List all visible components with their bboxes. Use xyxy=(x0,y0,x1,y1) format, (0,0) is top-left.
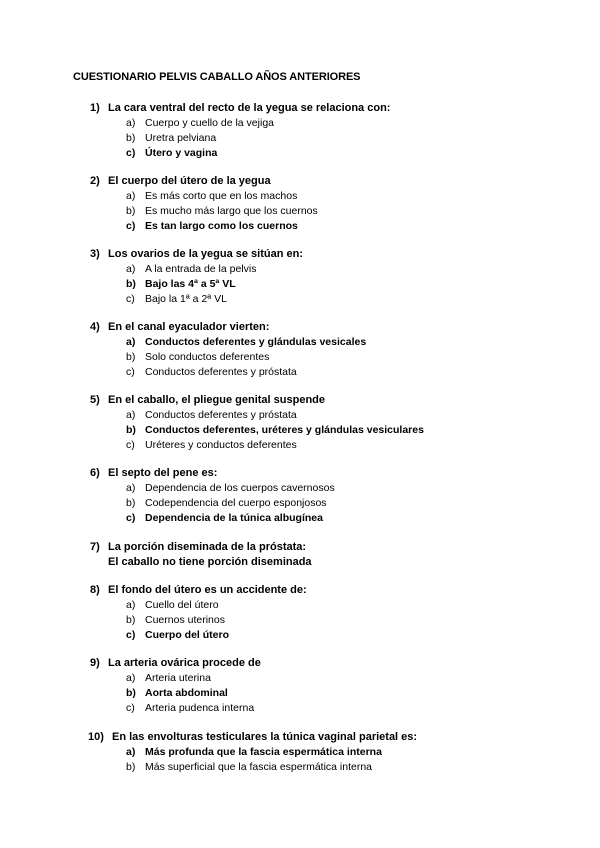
option-letter: b) xyxy=(126,132,136,144)
option-letter: a) xyxy=(126,599,136,611)
option-text: Conductos deferentes y próstata xyxy=(145,366,297,378)
answer-option xyxy=(0,116,600,131)
option-text: Uretra pelviana xyxy=(145,132,217,144)
question-number: 6) xyxy=(90,467,100,479)
option-text: Más profunda que la fascia espermática interna xyxy=(145,746,382,758)
option-letter: b) xyxy=(126,205,136,217)
question-number: 7) xyxy=(90,541,100,553)
option-letter: a) xyxy=(126,190,136,202)
question-line xyxy=(0,730,600,745)
option-letter: a) xyxy=(126,672,136,684)
answer-option xyxy=(0,408,600,423)
answer-option-correct xyxy=(0,628,600,643)
option-letter: a) xyxy=(126,746,136,758)
option-letter: b) xyxy=(126,497,136,509)
question-number: 8) xyxy=(90,584,100,596)
answer-option-correct xyxy=(0,277,600,292)
option-letter: a) xyxy=(126,482,136,494)
option-text: Cuello del útero xyxy=(145,599,219,611)
option-text: A la entrada de la pelvis xyxy=(145,263,257,275)
answer-option xyxy=(0,481,600,496)
question-number: 5) xyxy=(90,394,100,406)
option-text: Es más corto que en los machos xyxy=(145,190,298,202)
option-letter: b) xyxy=(126,424,136,436)
question-item xyxy=(0,656,600,716)
question-item xyxy=(0,730,600,775)
answer-option-correct xyxy=(0,146,600,161)
question-text: El cuerpo del útero de la yegua xyxy=(108,175,271,187)
question-line xyxy=(0,466,600,481)
option-text: Cuerpo del útero xyxy=(145,629,230,641)
option-text: Solo conductos deferentes xyxy=(145,351,270,363)
answer-option xyxy=(0,760,600,775)
question-line xyxy=(0,174,600,189)
option-text: Cuerpo y cuello de la vejiga xyxy=(145,117,274,129)
answer-option xyxy=(0,671,600,686)
option-letter: b) xyxy=(126,278,136,290)
option-text: Arteria pudenca interna xyxy=(145,702,255,714)
answer-option xyxy=(0,365,600,380)
option-letter: b) xyxy=(126,614,136,626)
question-number: 3) xyxy=(90,248,100,260)
answer-option-correct xyxy=(0,335,600,350)
question-line xyxy=(0,393,600,408)
question-line xyxy=(0,583,600,598)
option-letter: c) xyxy=(126,366,135,378)
answer-option xyxy=(0,350,600,365)
question-text: En las envolturas testiculares la túnica vaginal parietal es: xyxy=(112,731,418,743)
option-text: Dependencia de los cuerpos cavernosos xyxy=(145,482,335,494)
answer-option xyxy=(0,262,600,277)
option-text: Bajo la 1ª a 2ª VL xyxy=(145,293,227,305)
option-letter: a) xyxy=(126,409,136,421)
option-letter: c) xyxy=(126,439,135,451)
option-text: Útero y vagina xyxy=(145,147,218,159)
question-number: 2) xyxy=(90,175,100,187)
answer-option xyxy=(0,496,600,511)
option-text: Conductos deferentes y próstata xyxy=(145,409,297,421)
question-line xyxy=(0,247,600,262)
question-line xyxy=(0,101,600,116)
answer-option xyxy=(0,438,600,453)
option-letter: a) xyxy=(126,263,136,275)
option-text: Es tan largo como los cuernos xyxy=(145,220,298,232)
question-item xyxy=(0,174,600,234)
question-item xyxy=(0,583,600,643)
question-item xyxy=(0,101,600,161)
question-item xyxy=(0,466,600,526)
answer-option xyxy=(0,204,600,219)
answer-option xyxy=(0,131,600,146)
question-line xyxy=(0,320,600,335)
option-letter: c) xyxy=(126,147,136,159)
answer-option-correct xyxy=(0,423,600,438)
answer-option-correct xyxy=(0,511,600,526)
answer-option-correct xyxy=(0,686,600,701)
option-text: Es mucho más largo que los cuernos xyxy=(145,205,318,217)
option-letter: a) xyxy=(126,336,136,348)
option-letter: b) xyxy=(126,687,136,699)
question-text: En el canal eyaculador vierten: xyxy=(108,321,270,333)
option-text: Dependencia de la túnica albugínea xyxy=(145,512,323,524)
question-item xyxy=(0,540,600,570)
option-text: Conductos deferentes, uréteres y glándulas vesiculares xyxy=(145,424,424,436)
option-letter: a) xyxy=(126,117,136,129)
question-number: 9) xyxy=(90,657,100,669)
question-number: 10) xyxy=(88,731,104,743)
question-text: En el caballo, el pliegue genital suspende xyxy=(108,394,326,406)
question-text: La arteria ovárica procede de xyxy=(108,657,261,669)
question-text: El fondo del útero es un accidente de: xyxy=(108,584,307,596)
answer-option xyxy=(0,701,600,716)
question-text: La porción diseminada de la próstata: xyxy=(108,541,307,553)
question-number: 4) xyxy=(90,321,100,333)
option-letter: c) xyxy=(126,512,136,524)
answer-option-correct xyxy=(0,745,600,760)
option-text: Más superficial que la fascia espermática interna xyxy=(145,761,373,773)
option-letter: c) xyxy=(126,220,136,232)
option-text: Arteria uterina xyxy=(145,672,211,684)
document-title: CUESTIONARIO PELVIS CABALLO AÑOS ANTERIORES xyxy=(73,71,361,83)
answer-option xyxy=(0,613,600,628)
question-item xyxy=(0,247,600,307)
option-text: Aorta abdominal xyxy=(145,687,228,699)
option-letter: b) xyxy=(126,761,136,773)
option-text: Codependencia del cuerpo esponjosos xyxy=(145,497,327,509)
option-text: Bajo las 4ª a 5ª VL xyxy=(145,278,236,290)
option-letter: c) xyxy=(126,702,135,714)
answer-option-correct xyxy=(0,219,600,234)
option-letter: b) xyxy=(126,351,136,363)
answer-option xyxy=(0,598,600,613)
answer-option xyxy=(0,189,600,204)
option-letter: c) xyxy=(126,293,135,305)
question-number: 1) xyxy=(90,102,100,114)
option-text: Conductos deferentes y glándulas vesicales xyxy=(145,336,367,348)
option-text: Cuernos uterinos xyxy=(145,614,225,626)
question-item xyxy=(0,393,600,453)
option-text: Uréteres y conductos deferentes xyxy=(145,439,297,451)
question-item xyxy=(0,320,600,380)
question-line xyxy=(0,656,600,671)
question-text: El septo del pene es: xyxy=(108,467,218,479)
question-text: Los ovarios de la yegua se sitúan en: xyxy=(108,248,304,260)
answer-option xyxy=(0,292,600,307)
question-text: La cara ventral del recto de la yegua se relaciona con: xyxy=(108,102,391,114)
question-line xyxy=(0,540,600,555)
answer-text: El caballo no tiene porción diseminada xyxy=(108,556,312,568)
question-answer xyxy=(0,555,600,570)
option-letter: c) xyxy=(126,629,136,641)
